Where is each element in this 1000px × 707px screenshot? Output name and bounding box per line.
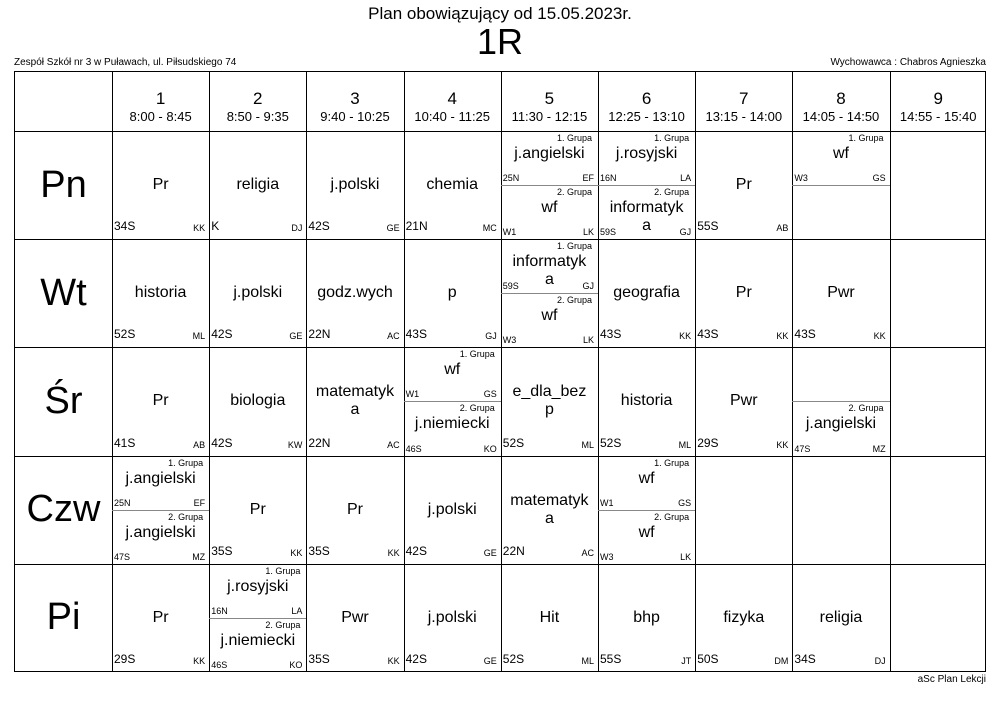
lesson-room: 52S xyxy=(114,327,136,342)
lesson-cell xyxy=(112,456,209,564)
lesson-room: 42S xyxy=(405,543,427,558)
group-subject: wf xyxy=(541,307,558,325)
lesson-cell xyxy=(112,347,209,455)
group-subject: j.angielski xyxy=(125,469,196,487)
period-number: 6 xyxy=(641,89,652,108)
lesson-cell xyxy=(306,564,403,672)
lesson-cell xyxy=(209,131,306,239)
group-room: W3 xyxy=(502,335,517,346)
lesson-subject: Pr xyxy=(152,608,169,626)
group-room: 25N xyxy=(114,497,131,508)
group-room: 59S xyxy=(600,227,617,238)
period-time: 9:40 - 10:25 xyxy=(320,109,390,124)
lesson-teacher: KK xyxy=(776,439,789,450)
lesson-room: 41S xyxy=(114,435,136,450)
lesson-cell xyxy=(501,347,598,455)
lesson-subject: religia xyxy=(819,608,863,626)
day-label: Pn xyxy=(40,163,87,206)
group-room: W3 xyxy=(600,551,614,562)
lesson-cell xyxy=(792,239,889,347)
group-label: 1. Grupa xyxy=(168,457,204,468)
lesson-teacher: KK xyxy=(873,331,886,342)
group-lesson xyxy=(404,401,501,455)
lesson-room: K xyxy=(211,219,220,234)
group-room: 47S xyxy=(794,443,811,454)
group-label: 1. Grupa xyxy=(556,133,592,143)
lesson-subject: Pwr xyxy=(341,608,369,626)
lesson-room: 35S xyxy=(308,543,330,558)
lesson-teacher: DJ xyxy=(874,655,886,666)
group-label: 2. Grupa xyxy=(654,187,690,198)
lesson-teacher: JT xyxy=(681,655,692,666)
lesson-room: 55S xyxy=(600,651,622,666)
group-lesson xyxy=(598,185,695,239)
lesson-room: 34S xyxy=(794,651,816,666)
lesson-subject: historia xyxy=(620,392,673,410)
group-lesson xyxy=(501,185,598,239)
lesson-cell xyxy=(501,131,598,239)
group-room: 16N xyxy=(600,173,617,184)
group-label: 2. Grupa xyxy=(848,403,884,414)
lesson-teacher: MC xyxy=(482,223,497,234)
lesson-teacher: KK xyxy=(290,547,303,558)
lesson-teacher: DJ xyxy=(291,223,303,234)
lesson-cell xyxy=(501,239,598,347)
lesson-teacher: ML xyxy=(678,439,692,450)
lesson-room: 55S xyxy=(697,219,719,234)
group-room: 25N xyxy=(502,173,520,184)
lesson-cell xyxy=(890,564,987,672)
group-lesson xyxy=(792,131,889,185)
group-subject: informatyk a xyxy=(512,253,587,289)
group-label: 1. Grupa xyxy=(265,565,301,576)
lesson-room: 22N xyxy=(502,543,525,558)
group-room: 59S xyxy=(502,281,519,292)
lesson-cell xyxy=(598,456,695,564)
period-time: 13:15 - 14:00 xyxy=(705,109,783,124)
period-header xyxy=(209,72,306,131)
lesson-room: 22N xyxy=(308,435,331,450)
lesson-teacher: DM xyxy=(774,655,789,666)
lesson-cell xyxy=(112,239,209,347)
group-lesson xyxy=(598,510,695,564)
lesson-cell xyxy=(306,131,403,239)
lesson-cell xyxy=(598,564,695,672)
group-label: 2. Grupa xyxy=(265,619,301,630)
group-lesson xyxy=(501,131,598,185)
lesson-teacher: ML xyxy=(192,331,206,342)
period-time: 14:55 - 15:40 xyxy=(899,109,977,124)
lesson-room: 52S xyxy=(600,435,622,450)
group-teacher: EF xyxy=(582,173,594,184)
group-teacher: GJ xyxy=(679,227,692,238)
lesson-teacher: AB xyxy=(193,439,206,450)
group-room: W3 xyxy=(794,173,808,184)
lesson-teacher: GJ xyxy=(485,331,497,342)
lesson-cell xyxy=(598,347,695,455)
group-room: W1 xyxy=(502,227,517,238)
class-name: 1R xyxy=(476,21,524,62)
lesson-subject: fizyka xyxy=(723,608,765,626)
lesson-room: 35S xyxy=(211,543,233,558)
lesson-subject: Pr xyxy=(735,176,752,194)
lesson-subject: Pr xyxy=(346,500,363,518)
period-number: 7 xyxy=(739,89,749,108)
lesson-cell xyxy=(404,239,501,347)
group-room: 16N xyxy=(211,605,228,616)
group-subject: wf xyxy=(638,469,655,487)
lesson-room: 52S xyxy=(502,435,525,450)
day-label: Wt xyxy=(40,271,87,314)
lesson-cell xyxy=(209,347,306,455)
group-label: 1. Grupa xyxy=(848,133,884,143)
lesson-subject: biologia xyxy=(230,392,286,410)
lesson-cell xyxy=(209,564,306,672)
group-label: 2. Grupa xyxy=(556,187,592,198)
group-subject: j.angielski xyxy=(125,523,196,541)
lesson-subject: Pwr xyxy=(730,392,758,410)
lesson-cell xyxy=(695,347,792,455)
day-label: Śr xyxy=(44,379,83,422)
group-divider xyxy=(792,185,889,186)
lesson-cell xyxy=(112,564,209,672)
lesson-cell xyxy=(792,347,889,455)
period-time: 8:50 - 9:35 xyxy=(226,109,289,124)
lesson-subject: j.polski xyxy=(233,284,283,302)
group-teacher: GS xyxy=(872,173,886,184)
period-time: 12:25 - 13:10 xyxy=(608,109,685,124)
lesson-subject: Pr xyxy=(152,176,169,194)
period-header xyxy=(501,72,598,131)
group-teacher: GS xyxy=(678,497,692,508)
group-label: 1. Grupa xyxy=(459,349,495,360)
group-lesson xyxy=(112,510,209,564)
group-room: W1 xyxy=(600,497,614,508)
lesson-subject: e_dla_bez p xyxy=(512,383,587,419)
group-subject: wf xyxy=(541,199,558,217)
lesson-teacher: AC xyxy=(581,547,594,558)
lesson-teacher: AC xyxy=(387,439,400,450)
lesson-cell xyxy=(695,131,792,239)
lesson-teacher: KK xyxy=(193,655,206,666)
group-teacher: LK xyxy=(680,551,692,562)
period-number: 3 xyxy=(350,89,360,108)
group-teacher: KO xyxy=(483,443,497,454)
period-number: 1 xyxy=(155,89,166,108)
plan-title: Plan obowiązujący od 15.05.2023r. xyxy=(368,4,632,23)
group-teacher: LA xyxy=(291,605,303,616)
lesson-cell xyxy=(306,456,403,564)
group-label: 1. Grupa xyxy=(654,133,690,143)
lesson-cell xyxy=(792,456,889,564)
period-header xyxy=(404,72,501,131)
group-lesson xyxy=(792,401,889,455)
group-label: 1. Grupa xyxy=(556,241,592,252)
lesson-teacher: KW xyxy=(287,439,303,450)
group-label: 2. Grupa xyxy=(556,295,592,306)
lesson-subject: historia xyxy=(134,284,187,302)
period-time: 14:05 - 14:50 xyxy=(802,109,880,124)
group-lesson xyxy=(404,347,501,401)
lesson-cell xyxy=(598,131,695,239)
lesson-teacher: AC xyxy=(387,331,400,342)
day-label: Pi xyxy=(46,596,81,639)
lesson-teacher: GE xyxy=(289,331,303,342)
lesson-room: 43S xyxy=(697,327,719,342)
lesson-teacher: KK xyxy=(387,655,400,666)
lesson-cell xyxy=(112,131,209,239)
lesson-cell xyxy=(306,239,403,347)
lesson-room: 29S xyxy=(697,435,719,450)
lesson-teacher: GE xyxy=(483,547,497,558)
period-header xyxy=(792,72,889,131)
lesson-teacher: KK xyxy=(776,331,789,342)
lesson-cell xyxy=(306,347,403,455)
lesson-teacher: AB xyxy=(776,223,789,234)
lesson-cell xyxy=(501,564,598,672)
group-subject: j.rosyjski xyxy=(227,577,289,595)
lesson-room: 29S xyxy=(114,651,136,666)
group-teacher: KO xyxy=(289,659,303,670)
period-number: 9 xyxy=(933,89,943,108)
lesson-teacher: GE xyxy=(386,223,400,234)
group-teacher: LK xyxy=(582,227,594,238)
group-subject: wf xyxy=(444,361,461,379)
group-teacher: MZ xyxy=(872,443,886,454)
period-header xyxy=(112,72,209,131)
lesson-cell xyxy=(695,564,792,672)
lesson-cell xyxy=(404,564,501,672)
group-label: 2. Grupa xyxy=(654,511,690,522)
lesson-cell xyxy=(598,239,695,347)
lesson-teacher: GE xyxy=(483,655,497,666)
lesson-teacher: KK xyxy=(193,223,206,234)
lesson-room: 34S xyxy=(114,219,136,234)
school-name: Zespół Szkół nr 3 w Puławach, ul. Piłsudskiego 74 xyxy=(14,57,237,68)
day-label: Czw xyxy=(26,488,101,531)
lesson-subject: matematyk a xyxy=(315,383,395,419)
group-lesson xyxy=(501,293,598,347)
period-header xyxy=(598,72,695,131)
lesson-cell xyxy=(695,239,792,347)
lesson-subject: religia xyxy=(236,176,280,194)
group-label: 1. Grupa xyxy=(654,457,690,468)
group-room: 47S xyxy=(114,551,131,562)
lesson-cell xyxy=(209,239,306,347)
lesson-subject: Pr xyxy=(249,500,266,518)
lesson-room: 21N xyxy=(405,219,428,234)
group-teacher: EF xyxy=(193,497,206,508)
period-time: 10:40 - 11:25 xyxy=(414,109,491,124)
group-subject: j.angielski xyxy=(805,415,877,433)
period-number: 5 xyxy=(544,89,555,108)
lesson-room: 42S xyxy=(211,435,233,450)
lesson-teacher: ML xyxy=(581,655,594,666)
lesson-subject: j.polski xyxy=(427,500,477,518)
group-lesson xyxy=(209,564,306,618)
group-room: 46S xyxy=(405,443,422,454)
lesson-cell xyxy=(501,456,598,564)
group-teacher: GS xyxy=(483,389,497,400)
lesson-room: 35S xyxy=(308,651,330,666)
lesson-cell xyxy=(209,456,306,564)
group-room: W1 xyxy=(405,389,420,400)
lesson-cell xyxy=(695,456,792,564)
period-time: 8:00 - 8:45 xyxy=(129,109,192,124)
lesson-subject: Pwr xyxy=(827,284,855,302)
group-subject: wf xyxy=(638,523,655,541)
lesson-room: 43S xyxy=(405,327,427,342)
lesson-room: 42S xyxy=(211,327,233,342)
lesson-cell xyxy=(404,131,501,239)
group-lesson xyxy=(598,131,695,185)
group-label: 2. Grupa xyxy=(459,403,495,414)
lesson-teacher: KK xyxy=(679,331,692,342)
group-lesson xyxy=(112,456,209,510)
footer-credit: aSc Plan Lekcji xyxy=(917,674,986,685)
period-number: 8 xyxy=(836,89,846,108)
lesson-subject: Pr xyxy=(735,284,752,302)
group-lesson xyxy=(598,456,695,510)
lesson-cell xyxy=(792,564,889,672)
lesson-subject: Pr xyxy=(152,392,169,410)
lesson-room: 43S xyxy=(794,327,816,342)
group-lesson xyxy=(501,239,598,293)
lesson-cell xyxy=(404,456,501,564)
lesson-room: 50S xyxy=(697,651,719,666)
group-subject: j.niemiecki xyxy=(414,415,490,433)
group-subject: j.angielski xyxy=(514,145,585,162)
lesson-subject: j.polski xyxy=(330,176,380,194)
lesson-room: 22N xyxy=(308,327,331,342)
lesson-room: 42S xyxy=(308,219,330,234)
group-subject: j.niemiecki xyxy=(220,631,296,649)
period-header xyxy=(890,72,987,131)
period-header xyxy=(695,72,792,131)
lesson-teacher: ML xyxy=(581,439,594,450)
lesson-cell xyxy=(404,347,501,455)
group-teacher: LA xyxy=(680,173,692,184)
period-number: 2 xyxy=(253,89,263,108)
lesson-subject: matematyk a xyxy=(510,491,589,527)
period-number: 4 xyxy=(447,89,457,108)
period-time: 11:30 - 12:15 xyxy=(511,109,588,124)
group-teacher: MZ xyxy=(192,551,206,562)
lesson-subject: Hit xyxy=(539,608,560,626)
group-subject: informatyk a xyxy=(609,199,684,235)
timetable-grid xyxy=(14,71,986,672)
lesson-room: 52S xyxy=(502,651,525,666)
homeroom-teacher: Wychowawca : Chabros Agnieszka xyxy=(830,57,986,68)
lesson-subject: p xyxy=(447,284,457,302)
group-teacher: LK xyxy=(582,335,594,346)
lesson-subject: godz.wych xyxy=(317,284,393,302)
lesson-subject: bhp xyxy=(633,608,660,626)
group-room: 46S xyxy=(211,659,228,670)
lesson-room: 42S xyxy=(405,651,427,666)
lesson-cell xyxy=(890,239,987,347)
period-header xyxy=(306,72,403,131)
group-lesson xyxy=(209,618,306,672)
lesson-cell xyxy=(890,131,987,239)
lesson-cell xyxy=(792,131,889,239)
lesson-cell xyxy=(890,347,987,455)
group-subject: wf xyxy=(832,145,849,162)
group-teacher: GJ xyxy=(582,281,594,292)
lesson-teacher: KK xyxy=(387,547,400,558)
lesson-subject: geografia xyxy=(613,284,680,302)
lesson-subject: chemia xyxy=(426,176,478,194)
lesson-subject: j.polski xyxy=(427,608,477,626)
group-subject: j.rosyjski xyxy=(615,145,678,162)
lesson-cell xyxy=(890,456,987,564)
lesson-room: 43S xyxy=(600,327,622,342)
group-label: 2. Grupa xyxy=(168,511,204,522)
